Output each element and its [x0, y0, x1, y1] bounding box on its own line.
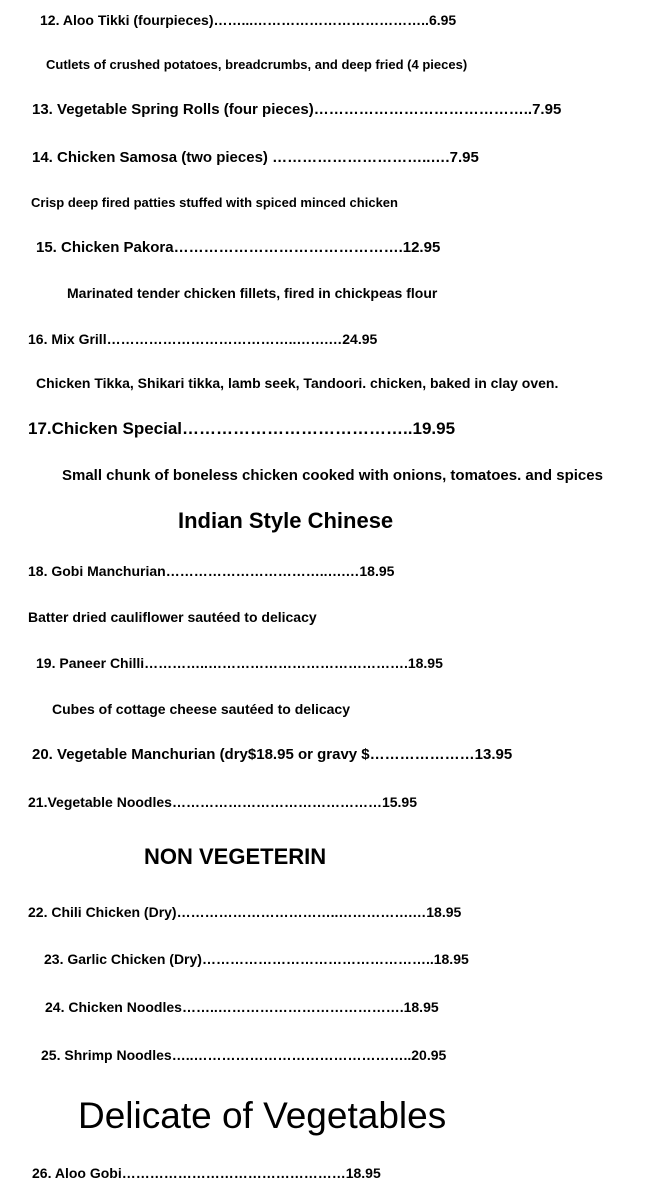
menu-item-17 [28, 420, 455, 437]
item-name: 20. Vegetable Manchurian (dry$18.95 or gravy $ [32, 746, 370, 763]
menu-item-14 [32, 150, 479, 165]
menu-item-21 [28, 795, 417, 809]
item-dots: …………………………………..…….… [106, 331, 343, 347]
menu-item-25 [41, 1048, 446, 1062]
item-dots: ………………………………………… [121, 1165, 346, 1181]
menu-item-26 [32, 1166, 381, 1180]
item-description: Marinated tender chicken fillets, fired in chickpeas flour [67, 285, 438, 301]
item-dots: ……………………………..…………….… [176, 904, 427, 920]
item-description: Small chunk of boneless chicken cooked with onions, tomatoes. and spices [62, 467, 603, 484]
item-dots: ……...……………………………….. [213, 12, 429, 28]
menu-item-15 [36, 240, 440, 255]
menu-item-16 [28, 332, 377, 346]
menu-item-13 [32, 102, 561, 117]
menu-item-18 [28, 564, 394, 578]
menu-item-22 [28, 905, 461, 919]
item-price: 6.95 [428, 12, 457, 28]
item-name: 21.Vegetable Noodles [28, 794, 172, 810]
item-description: Batter dried cauliflower sautéed to delicacy [28, 609, 317, 625]
item-dots: ………………………………….. [182, 419, 413, 438]
item-description: Cubes of cottage cheese sautéed to delicacy [52, 701, 350, 717]
item-name: 16. Mix Grill [28, 331, 107, 347]
item-name: 13. Vegetable Spring Rolls (four pieces) [32, 101, 314, 118]
item-name: 23. Garlic Chicken (Dry) [44, 951, 202, 967]
item-dots: ……..…………………………………. [181, 999, 404, 1015]
item-dots: …………………………..…. [272, 149, 450, 166]
item-name: 22. Chili Chicken (Dry) [28, 904, 177, 920]
item-price: 18.95 [359, 563, 395, 579]
item-dots: ……………………………..….… [165, 563, 360, 579]
menu-item-23 [44, 952, 469, 966]
item-name: 24. Chicken Noodles [45, 999, 182, 1015]
item-dots: ………………………………………….. [201, 951, 434, 967]
item-price: 19.95 [412, 419, 456, 438]
section-heading-nonveg: NON VEGETERIN [144, 844, 327, 869]
item-name: 19. Paneer Chilli [36, 655, 145, 671]
section-heading-chinese: Indian Style Chinese [178, 508, 394, 533]
item-price: 12.95 [402, 239, 441, 256]
item-name: 12. Aloo Tikki (fourpieces) [40, 12, 214, 28]
item-price: 20.95 [411, 1047, 447, 1063]
menu-item-12 [40, 13, 456, 27]
item-dots: ………………… [369, 746, 475, 763]
item-price: 13.95 [474, 746, 513, 763]
item-name: 26. Aloo Gobi [32, 1165, 122, 1181]
item-price: 18.95 [407, 655, 443, 671]
item-description: Cutlets of crushed potatoes, breadcrumbs, and deep fried (4 pieces) [46, 57, 468, 72]
item-name: 14. Chicken Samosa (two pieces) [32, 149, 273, 166]
menu-item-20 [32, 747, 512, 762]
menu-item-19 [36, 656, 443, 670]
item-price: 18.95 [426, 904, 462, 920]
item-dots: …..……………………………………….. [171, 1047, 412, 1063]
item-price: 18.95 [403, 999, 439, 1015]
item-dots: ………………………………………. [173, 239, 403, 256]
item-price: 24.95 [342, 331, 378, 347]
item-dots: ……………………………………… [171, 794, 382, 810]
section-heading-vegetables: Delicate of Vegetables [78, 1095, 447, 1136]
item-name: 17.Chicken Special [28, 419, 183, 438]
item-dots: …………..……………………………………. [144, 655, 408, 671]
item-name: 18. Gobi Manchurian [28, 563, 166, 579]
item-name: 25. Shrimp Noodles [41, 1047, 172, 1063]
item-price: 18.95 [433, 951, 469, 967]
item-description: Crisp deep fired patties stuffed with spiced minced chicken [31, 195, 398, 210]
item-price: 18.95 [345, 1165, 381, 1181]
item-description: Chicken Tikka, Shikari tikka, lamb seek, Tandoori. chicken, baked in clay oven. [36, 375, 559, 391]
item-dots: …………………………………….. [313, 101, 533, 118]
item-price: 7.95 [532, 101, 562, 118]
item-name: 15. Chicken Pakora [36, 239, 174, 256]
menu-item-24 [45, 1000, 439, 1014]
item-price: 7.95 [449, 149, 479, 166]
item-price: 15.95 [381, 794, 417, 810]
